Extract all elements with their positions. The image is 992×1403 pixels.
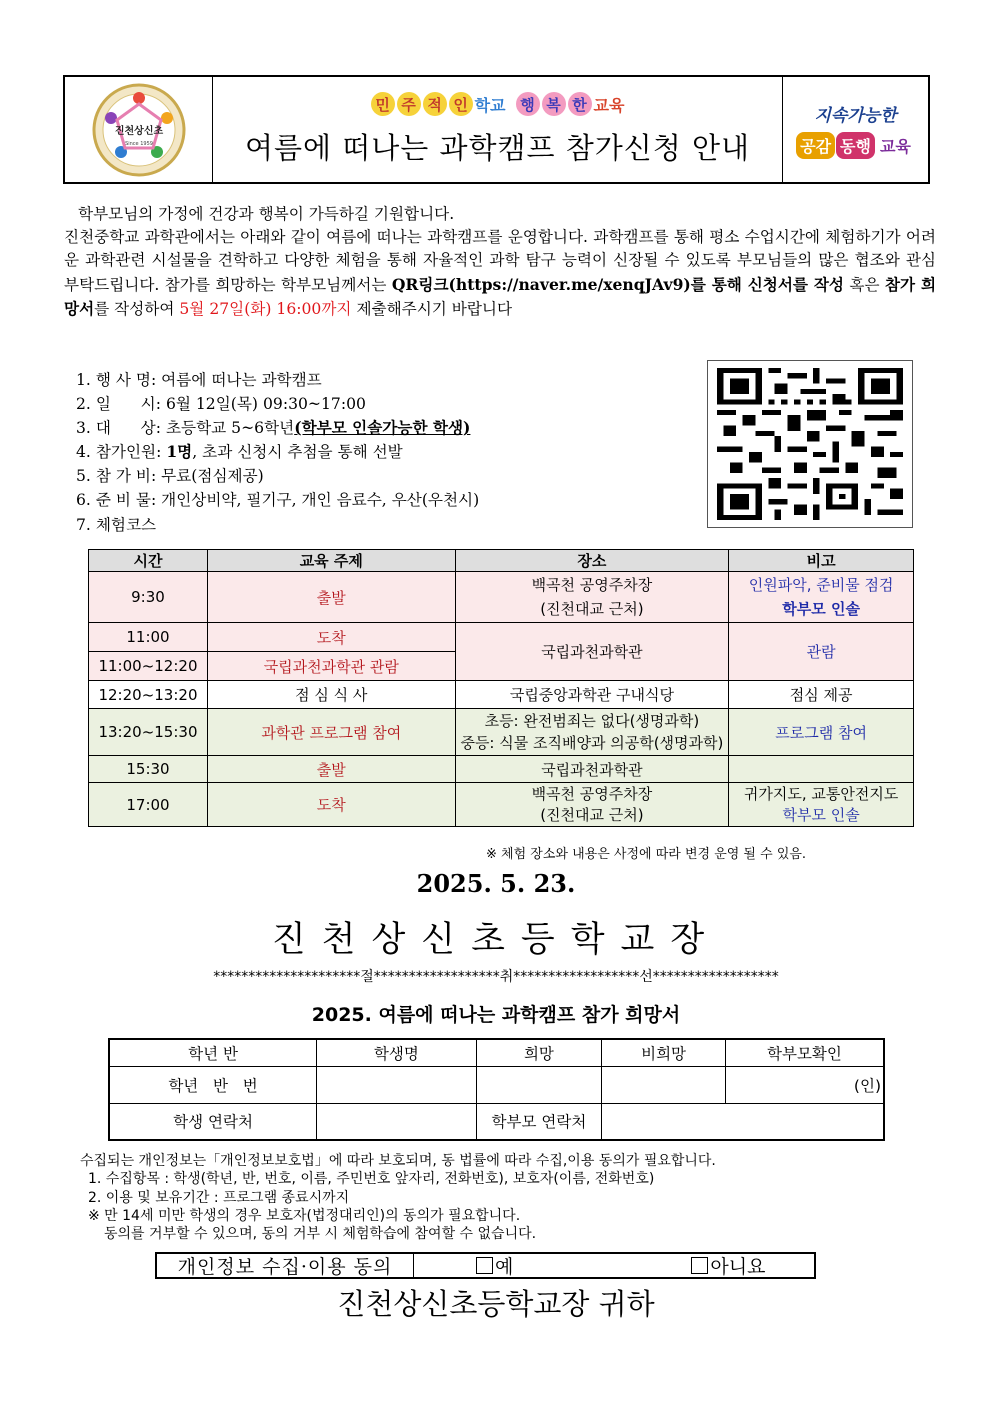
parent-contact-field[interactable] xyxy=(602,1103,884,1140)
info-item xyxy=(76,488,479,512)
consent-box xyxy=(155,1252,816,1279)
form-header: 비희망 xyxy=(602,1039,726,1066)
sustain-top-text: 지속가능한 xyxy=(814,105,897,126)
info-label: 6. 준 비 물: xyxy=(76,491,157,510)
slogan-char: 주 xyxy=(397,92,421,116)
place-cell xyxy=(455,709,729,756)
privacy-line: 동의를 거부할 수 있으며, 동의 거부 시 체험학습에 참여할 수 없습니다. xyxy=(104,1226,537,1243)
note-cell xyxy=(729,783,914,827)
info-label: 1. 행 사 명: xyxy=(76,371,157,389)
greeting: 학부모님의 가정에 건강과 행복이 가득하길 기원합니다. xyxy=(78,205,455,223)
sustain-logo-cell xyxy=(783,77,928,182)
place-line: 초등: 완전범죄는 없다(생명과학) xyxy=(484,712,700,730)
page-title: 여름에 떠나는 과학캠프 참가신청 안내 xyxy=(244,131,751,165)
time-cell: 9:30 xyxy=(89,572,208,623)
table-row xyxy=(89,623,914,652)
class-field[interactable]: 학년 반 번 xyxy=(109,1066,317,1103)
checkbox-icon[interactable] xyxy=(476,1257,493,1274)
form-header: 학부모확인 xyxy=(725,1039,884,1066)
slogan-char: 행 xyxy=(516,92,540,116)
info-item xyxy=(76,440,479,464)
place-cell: 국립과천과학관 xyxy=(455,756,729,783)
schedule-footnote: ※ 체험 장소와 내용은 사정에 따라 변경 운영 될 수 있음. xyxy=(486,847,807,862)
intro-bold: 참가 희망서 xyxy=(64,274,937,318)
form-row xyxy=(109,1103,884,1140)
place-cell: 국립중앙과학관 구내식당 xyxy=(455,681,729,709)
table-row xyxy=(89,709,914,756)
info-value-bold: (학부모 인솔가능한 학생) xyxy=(294,418,471,438)
place-line: (진천대교 근처) xyxy=(540,805,644,824)
slogan-word: 학교 xyxy=(474,95,506,115)
column-header: 장소 xyxy=(455,550,729,572)
info-value: 개인상비약, 필기구, 개인 음료수, 우산(우천시) xyxy=(161,491,480,510)
form-header-row xyxy=(109,1039,884,1066)
info-value: 무료(점심제공) xyxy=(161,467,264,486)
privacy-line: 1. 수집항목 : 학생(학년, 반, 번호, 이름, 주민번호 앞자리, 전화번호), 보호자(이름, 전화번호) xyxy=(88,1171,655,1188)
privacy-line: 수집되는 개인정보는「개인정보보호법」에 따라 보호되며, 동 법률에 따라 수집,이용 동의가 필요합니다. xyxy=(80,1153,716,1169)
info-value: 초등학교 5~6학년 xyxy=(165,419,295,438)
place-cell xyxy=(455,783,729,827)
table-row xyxy=(89,681,914,709)
form-title: 2025. 여름에 떠나는 과학캠프 참가 희망서 xyxy=(311,1004,681,1026)
qr-link-text[interactable]: QR링크(https://naver.me/xenqJAv9)를 통해 신청서를 작성 xyxy=(391,274,845,294)
time-cell: 13:20~15:30 xyxy=(89,709,208,756)
student-contact-field[interactable] xyxy=(317,1103,477,1140)
form-row xyxy=(109,1066,884,1103)
info-item xyxy=(76,368,479,392)
intro-text: 제출해주시기 바랍니다 xyxy=(351,299,513,318)
column-header: 시간 xyxy=(89,550,208,572)
closing-addressee: 진천상신초등학교장 귀하 xyxy=(337,1287,655,1321)
logo-text: 진천상신초 xyxy=(114,125,163,137)
info-label: 2. 일 시: xyxy=(76,395,161,414)
school-logo-icon xyxy=(87,82,191,178)
schedule-table xyxy=(88,549,914,827)
parent-contact-label: 학부모 연락처 xyxy=(476,1103,602,1140)
info-label: 3. 대 상: xyxy=(76,419,161,438)
note-cell xyxy=(729,756,914,783)
title-cell xyxy=(213,77,783,182)
sustain-word: 동행 xyxy=(836,132,875,159)
privacy-line: ※ 만 14세 미만 학생의 경우 보호자(법정대리인)의 동의가 필요합니다. xyxy=(88,1207,521,1224)
topic-cell: 도착 xyxy=(207,623,455,652)
note-line: 학부모 인솔 xyxy=(782,805,860,824)
slogan-char: 한 xyxy=(568,92,592,116)
note-cell xyxy=(729,572,914,623)
info-item xyxy=(76,513,479,537)
slogan-char: 복 xyxy=(542,92,566,116)
event-info-list xyxy=(76,368,479,537)
no-hope-field[interactable] xyxy=(602,1066,726,1103)
note-cell: 관람 xyxy=(729,623,914,681)
place-line: 백곡천 공영주차장 xyxy=(531,784,653,803)
sustain-bottom-text xyxy=(796,132,915,159)
qr-code[interactable] xyxy=(707,360,913,528)
student-contact-label: 학생 연락처 xyxy=(109,1103,317,1140)
time-cell: 11:00~12:20 xyxy=(89,652,208,681)
privacy-notice xyxy=(80,1152,716,1243)
logo-since: Since 1959 xyxy=(124,140,153,147)
place-cell: 국립과천과학관 xyxy=(455,623,729,681)
intro-body xyxy=(64,226,936,321)
note-cell: 프로그램 참여 xyxy=(729,709,914,756)
table-header-row xyxy=(89,550,914,572)
student-name-field[interactable] xyxy=(317,1066,477,1103)
column-header: 비고 xyxy=(729,550,914,572)
table-row xyxy=(89,783,914,827)
place-line: 백곡천 공영주차장 xyxy=(531,576,653,594)
form-header: 희망 xyxy=(476,1039,602,1066)
school-logo-cell xyxy=(65,77,213,182)
consent-yes[interactable] xyxy=(476,1254,513,1277)
intro-text: 를 작성하여 xyxy=(94,299,180,318)
table-row xyxy=(89,756,914,783)
info-value: 여름에 떠나는 과학캠프 xyxy=(161,371,322,389)
intro-text: 혹은 xyxy=(844,275,885,294)
slogan-char: 적 xyxy=(423,92,447,116)
header-box xyxy=(63,75,930,184)
privacy-line: 2. 이용 및 보유기간 : 프로그램 종료시까지 xyxy=(88,1189,350,1206)
cut-line: *********************절******************취******************선****************** xyxy=(213,969,779,985)
issue-date: 2025. 5. 23. xyxy=(416,869,576,898)
info-value: , 초과 신청시 추첨을 통해 선발 xyxy=(192,443,403,462)
info-value-bold: 1명 xyxy=(166,442,193,462)
time-cell: 15:30 xyxy=(89,756,208,783)
deadline-text: 5월 27일(화) 16:00까지 xyxy=(179,299,352,318)
slogan-char: 민 xyxy=(371,92,395,116)
sustain-word: 공감 xyxy=(796,132,835,159)
consent-no[interactable] xyxy=(691,1254,765,1277)
topic-cell: 출발 xyxy=(207,572,455,623)
note-line: 귀가지도, 교통안전지도 xyxy=(743,784,899,803)
checkbox-icon[interactable] xyxy=(691,1257,708,1274)
form-header: 학생명 xyxy=(317,1039,477,1066)
info-label: 4. 참가인원: xyxy=(76,443,162,462)
slogan xyxy=(371,92,625,116)
parent-seal-field[interactable] xyxy=(725,1066,884,1103)
topic-cell: 국립과천과학관 관람 xyxy=(207,652,455,681)
time-cell: 11:00 xyxy=(89,623,208,652)
table-row xyxy=(89,572,914,623)
consent-yes-label: 예 xyxy=(495,1256,514,1278)
topic-cell: 점 심 식 사 xyxy=(207,681,455,709)
slogan-word: 교육 xyxy=(593,95,625,115)
note-line: 인원파악, 준비물 점검 xyxy=(748,576,894,594)
info-label: 7. 체험코스 xyxy=(76,515,157,534)
application-form-table xyxy=(108,1038,885,1141)
column-header: 교육 주제 xyxy=(207,550,455,572)
place-cell xyxy=(455,572,729,623)
info-value: 6월 12일(목) 09:30~17:00 xyxy=(165,395,366,414)
consent-label: 개인정보 수집·이용 동의 xyxy=(157,1254,414,1277)
time-cell: 12:20~13:20 xyxy=(89,681,208,709)
topic-cell: 출발 xyxy=(207,756,455,783)
topic-cell: 과학관 프로그램 참여 xyxy=(207,709,455,756)
qr-code-icon xyxy=(717,368,903,520)
topic-cell: 도착 xyxy=(207,783,455,827)
info-item xyxy=(76,416,479,440)
time-cell: 17:00 xyxy=(89,783,208,827)
principal-signature: 진천상신초등학교장 xyxy=(271,920,721,960)
note-cell: 점심 제공 xyxy=(729,681,914,709)
seal-text: (인) xyxy=(853,1076,881,1095)
consent-no-label: 아니요 xyxy=(710,1256,766,1278)
intro-text: 진천중학교 과학관에서는 아래와 같이 여름에 떠나는 과학캠프를 운영합니다. 과학캠프를 통해 평소 수업시간에 체험하기가 어려운 과학관련 시설물을 견학하고 다양한 체험을 통해 자율적인 과학 탐구 능력이 신장될 수 있도록 부모님들의 많은 협조와 관심 부탁드립니다. 참가를 희망하는 학부모님께서는 xyxy=(64,228,936,294)
sustain-word: 교육 xyxy=(876,132,915,159)
info-item xyxy=(76,464,479,488)
place-line: 중등: 식물 조직배양과 의공학(생명과학) xyxy=(460,734,724,752)
info-item xyxy=(76,392,479,416)
hope-field[interactable] xyxy=(476,1066,602,1103)
intro-paragraph xyxy=(64,203,936,321)
slogan-char: 인 xyxy=(449,92,473,116)
place-line: (진천대교 근처) xyxy=(540,600,644,618)
form-header: 학년 반 xyxy=(109,1039,317,1066)
note-line: 학부모 인솔 xyxy=(782,600,860,618)
info-label: 5. 참 가 비: xyxy=(76,467,157,486)
